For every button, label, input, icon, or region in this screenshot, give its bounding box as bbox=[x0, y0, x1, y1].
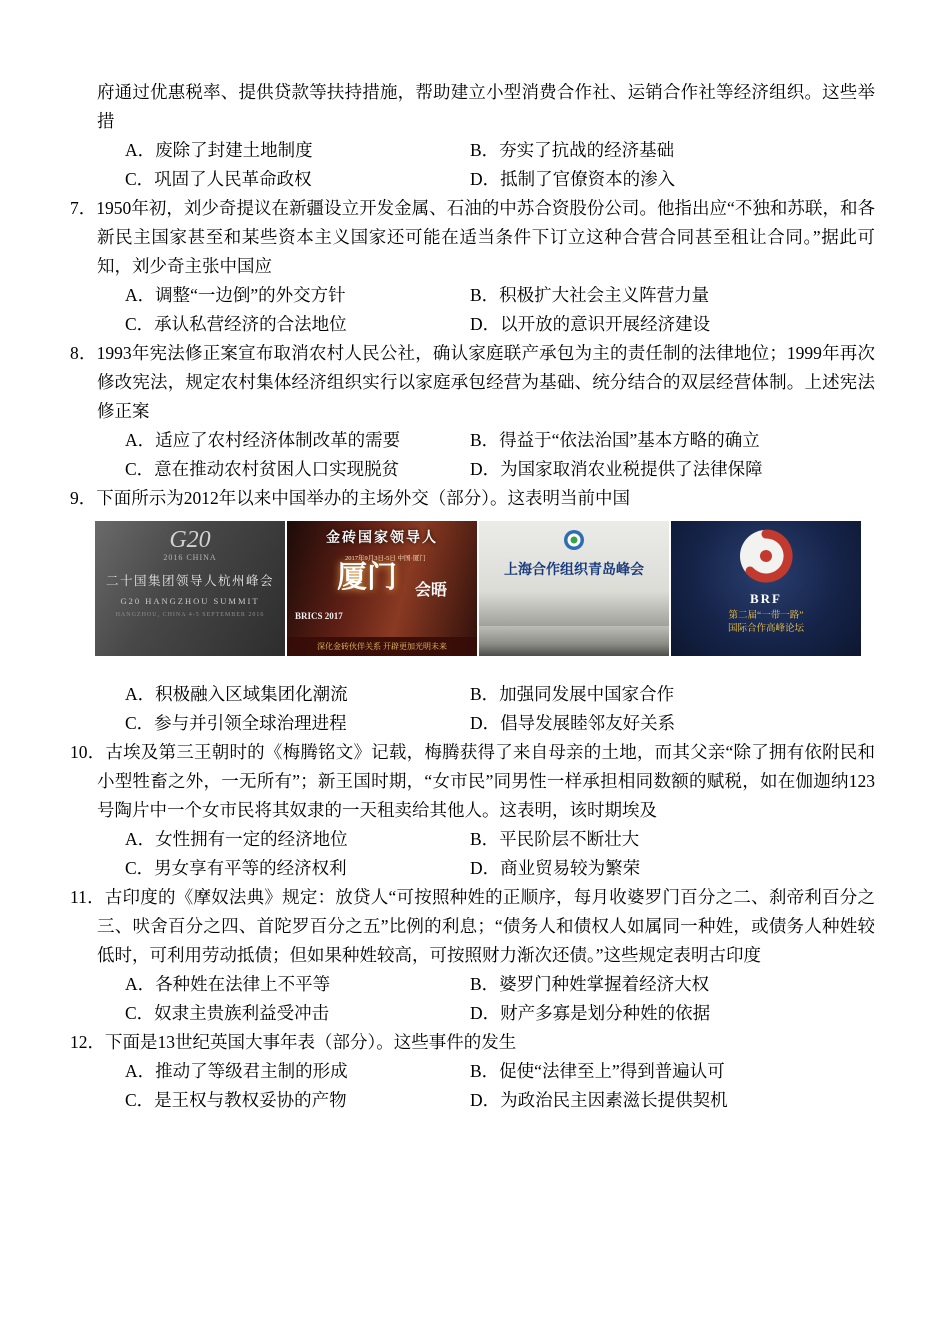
options-group bbox=[70, 970, 875, 1028]
option: A．各种姓在法律上不平等 bbox=[125, 974, 331, 994]
question-block bbox=[70, 194, 875, 339]
question-number: 12． bbox=[70, 1032, 105, 1052]
option: B．促使“法律至上”得到普遍认可 bbox=[470, 1061, 725, 1081]
brf-brand-text: BRF bbox=[750, 591, 782, 606]
options-group bbox=[70, 426, 875, 484]
option: C．参与并引领全球治理进程 bbox=[125, 713, 347, 733]
brf-title-line1: 第二届“一带一路” bbox=[728, 611, 804, 621]
option-row bbox=[70, 1086, 875, 1115]
option: D．倡导发展睦邻友好关系 bbox=[470, 713, 676, 733]
question-number: 7． bbox=[70, 198, 97, 218]
options-group bbox=[70, 825, 875, 883]
option-row bbox=[70, 709, 875, 738]
option: C．男女享有平等的经济权利 bbox=[125, 858, 347, 878]
option-row bbox=[70, 281, 875, 310]
brics-slogan: 深化金砖伙伴关系 开辟更加光明未来 bbox=[287, 637, 477, 656]
option: D．为政治民主因素滋长提供契机 bbox=[470, 1090, 728, 1110]
option: C．巩固了人民革命政权 bbox=[125, 169, 312, 189]
option-row bbox=[70, 310, 875, 339]
photo-g20 bbox=[95, 521, 285, 656]
question-number: 10． bbox=[70, 742, 106, 762]
option-row bbox=[70, 426, 875, 455]
option: C．承认私营经济的合法地位 bbox=[125, 314, 347, 334]
photo-brics bbox=[287, 521, 477, 656]
question-block bbox=[70, 484, 875, 738]
option: A．女性拥有一定的经济地位 bbox=[125, 829, 348, 849]
question-number: 8． bbox=[70, 343, 97, 363]
option: B．婆罗门种姓掌握着经济大权 bbox=[470, 974, 710, 994]
option: B．夯实了抗战的经济基础 bbox=[470, 140, 675, 160]
g20-logo-text: G20 bbox=[169, 527, 211, 553]
option-row bbox=[70, 680, 875, 709]
brf-title-line2: 国际合作高峰论坛 bbox=[727, 624, 804, 634]
option-row bbox=[70, 1057, 875, 1086]
options-group bbox=[70, 1057, 875, 1115]
option: D．为国家取消农业税提供了法律保障 bbox=[470, 459, 763, 479]
option-row bbox=[70, 825, 875, 854]
question-stem: 11．古印度的《摩奴法典》规定：放贷人“可按照种姓的正顺序，每月收婆罗门百分之二、刹帝利百分之三、吠舍百分之四、首陀罗百分之五”比例的利息；“债务人和债权人如属同一种姓，或债务人种姓较低时，可利用劳动抵债；但如果种姓较高，可按照财力渐次还债。”这些规定表明古印度 bbox=[70, 887, 875, 965]
photo-sco bbox=[479, 521, 669, 656]
option: A．调整“一边倒”的外交方针 bbox=[125, 285, 346, 305]
question-stem: 12．下面是13世纪英国大事年表（部分）。这些事件的发生 bbox=[70, 1032, 517, 1052]
question-number: 11． bbox=[70, 887, 105, 907]
brics-city: 厦门 bbox=[337, 561, 397, 594]
g20-subtitle: 2016 CHINA bbox=[163, 553, 217, 562]
options-group bbox=[70, 136, 875, 194]
question-block bbox=[70, 738, 875, 883]
brf-logo-icon bbox=[737, 527, 795, 590]
option-row bbox=[70, 999, 875, 1028]
brics-logo-text: BRICS 2017 bbox=[295, 611, 343, 621]
diplomacy-photo-strip bbox=[95, 521, 861, 656]
option: A．推动了等级君主制的形成 bbox=[125, 1061, 348, 1081]
options-group bbox=[70, 680, 875, 738]
option: A．适应了农村经济体制改革的需要 bbox=[125, 430, 401, 450]
option: D．商业贸易较为繁荣 bbox=[470, 858, 641, 878]
option-row bbox=[70, 165, 875, 194]
exam-body bbox=[70, 78, 875, 1115]
sco-emblem-icon bbox=[563, 529, 585, 556]
question-block bbox=[70, 1028, 875, 1115]
option: C．是王权与教权妥协的产物 bbox=[125, 1090, 347, 1110]
option-row bbox=[70, 854, 875, 883]
brics-meet: 会晤 bbox=[415, 582, 448, 599]
question-stem: 府通过优惠税率、提供贷款等扶持措施，帮助建立小型消费合作社、运销合作社等经济组织。这些举措 bbox=[97, 82, 875, 131]
option-row bbox=[70, 970, 875, 999]
option-row bbox=[70, 455, 875, 484]
option: D．抵制了官僚资本的渗入 bbox=[470, 169, 676, 189]
question-stem: 8．1993年宪法修正案宣布取消农村人民公社，确认家庭联产承包为主的责任制的法律地位；1999年再次修改宪法，规定农村集体经济组织实行以家庭承包经营为基础、统分结合的双层经营体制。上述宪法修正案 bbox=[70, 343, 876, 421]
question-number: 9． bbox=[70, 488, 97, 508]
question-block bbox=[70, 78, 875, 194]
option-row bbox=[70, 136, 875, 165]
option: A．废除了封建土地制度 bbox=[125, 140, 313, 160]
option: C．意在推动农村贫困人口实现脱贫 bbox=[125, 459, 400, 479]
question-stem: 7．1950年初，刘少奇提议在新疆设立开发金属、石油的中苏合资股份公司。他指出应“不独和苏联，和各新民主国家甚至和某些资本主义国家还可能在适当条件下订立这种合营合同甚至租让合同。”据此可知，刘少奇主张中国应 bbox=[70, 198, 876, 276]
option: B．得益于“依法治国”基本方略的确立 bbox=[470, 430, 760, 450]
brics-header: 金砖国家领导人 bbox=[326, 531, 438, 546]
question-stem: 10．古埃及第三王朝时的《梅腾铭文》记载，梅腾获得了来自母亲的土地，而其父亲“除了拥有依附民和小型牲畜之外，一无所有”；新王国时期，“女市民”同男性一样承担相同数额的赋税，如在伽迦纳123号陶片中一个女市民将其奴隶的一天租卖给其他人。这表明，该时期埃及 bbox=[70, 742, 876, 820]
sco-venue-photo bbox=[479, 626, 669, 656]
question-stem: 9．下面所示为2012年以来中国举办的主场外交（部分）。这表明当前中国 bbox=[70, 488, 630, 508]
g20-caption: HANGZHOU, CHINA 4-5 SEPTEMBER 2016 bbox=[115, 612, 265, 618]
options-group bbox=[70, 281, 875, 339]
option: B．平民阶层不断壮大 bbox=[470, 829, 640, 849]
question-block bbox=[70, 883, 875, 1028]
question-block bbox=[70, 339, 875, 484]
option: C．奴隶主贵族利益受冲击 bbox=[125, 1003, 330, 1023]
photo-brf bbox=[671, 521, 861, 656]
option: D．以开放的意识开展经济建设 bbox=[470, 314, 711, 334]
sco-title: 上海合作组织青岛峰会 bbox=[504, 563, 644, 578]
option: A．积极融入区域集团化潮流 bbox=[125, 684, 348, 704]
option: D．财产多寡是划分种姓的依据 bbox=[470, 1003, 711, 1023]
g20-title-cn: 二十国集团领导人杭州峰会 bbox=[105, 574, 274, 588]
option: B．积极扩大社会主义阵营力量 bbox=[470, 285, 710, 305]
brics-date: 2017年9月3日-5日 中国·厦门 bbox=[345, 555, 426, 562]
g20-title-en: G20 HANGZHOU SUMMIT bbox=[120, 596, 260, 606]
option: B．加强同发展中国家合作 bbox=[470, 684, 675, 704]
